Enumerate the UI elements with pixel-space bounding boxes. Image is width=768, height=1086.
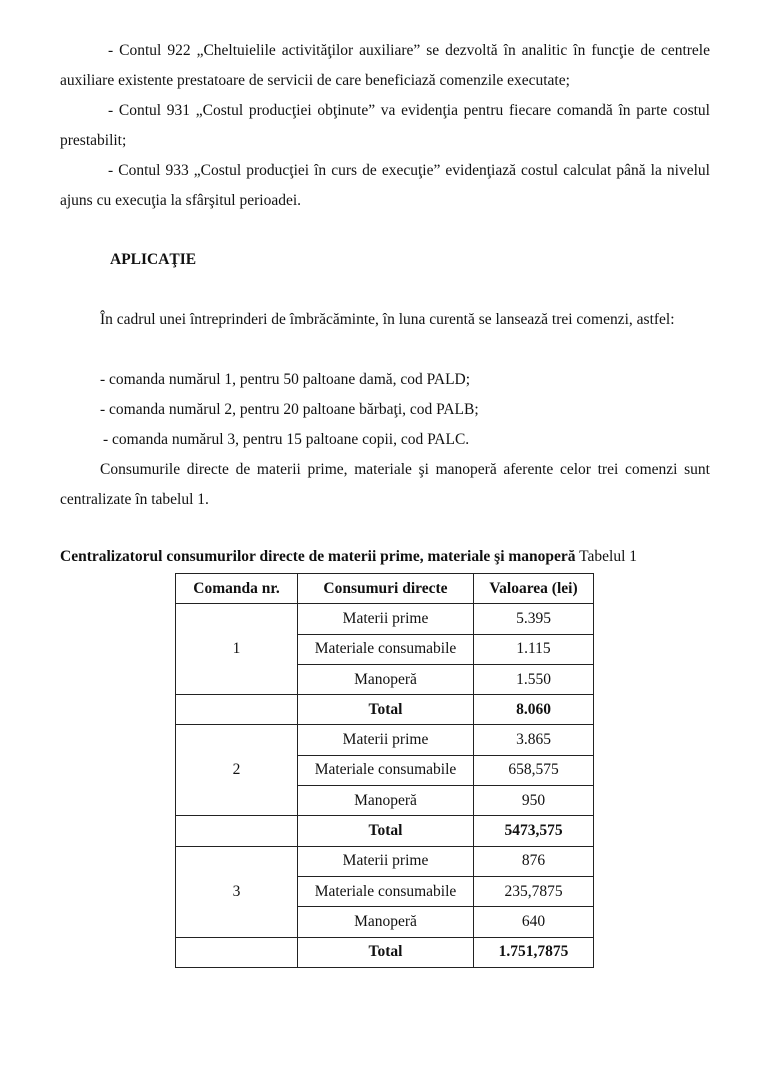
- header-direct-costs: Consumuri directe: [298, 574, 474, 604]
- table-row: [176, 846, 594, 876]
- total-row: [176, 695, 594, 725]
- section-heading: APLICAŢIE: [110, 251, 197, 268]
- paragraph-account-933: - Contul 933 „Costul producţiei în curs de execuţie” evidenţiază costul calculat până la nivelul ajuns cu execuţia la sfârşitul perioadei.: [60, 162, 710, 209]
- cost-item-cell: Materii prime: [298, 846, 474, 876]
- paragraph-account-922: - Contul 922 „Cheltuielile activităţilor auxiliare” se dezvoltă în analitic în funcţie de centrele auxiliare existente prestatoare de servicii de care beneficiază comenzile executate;: [60, 42, 710, 89]
- empty-cell: [176, 937, 298, 967]
- paragraph-account-931: - Contul 931 „Costul producţiei obţinute” va evidenţia pentru fiecare comandă în parte costul prestabilit;: [60, 102, 710, 149]
- list-item-order-3: - comanda numărul 3, pentru 15 paltoane copii, cod PALC.: [103, 431, 470, 448]
- order-number-cell: 3: [176, 846, 298, 937]
- cost-value-cell: 1.115: [474, 634, 594, 664]
- cost-value-cell: 235,7875: [474, 876, 594, 906]
- cost-value-cell: 876: [474, 846, 594, 876]
- header-value: Valoarea (lei): [474, 574, 594, 604]
- total-value-cell: 1.751,7875: [474, 937, 594, 967]
- cost-item-cell: Manoperă: [298, 664, 474, 694]
- total-value-cell: 5473,575: [474, 816, 594, 846]
- total-row: [176, 816, 594, 846]
- cost-item-cell: Manoperă: [298, 786, 474, 816]
- total-value-cell: 8.060: [474, 695, 594, 725]
- table-row: [176, 725, 594, 755]
- table-caption: [60, 545, 720, 569]
- paragraph-intro: În cadrul unei întreprinderi de îmbrăcăminte, în luna curentă se lansează trei comenzi, astfel:: [100, 311, 675, 328]
- total-label-cell: Total: [298, 816, 474, 846]
- total-label-cell: Total: [298, 937, 474, 967]
- empty-cell: [176, 816, 298, 846]
- cost-item-cell: Materiale consumabile: [298, 755, 474, 785]
- cost-value-cell: 950: [474, 786, 594, 816]
- cost-item-cell: Materiale consumabile: [298, 634, 474, 664]
- order-number-cell: 2: [176, 725, 298, 816]
- cost-value-cell: 658,575: [474, 755, 594, 785]
- cost-item-cell: Materii prime: [298, 604, 474, 634]
- list-item-order-1: - comanda numărul 1, pentru 50 paltoane damă, cod PALD;: [100, 371, 471, 388]
- total-row: [176, 937, 594, 967]
- consumption-table: [175, 573, 594, 968]
- order-number-cell: 1: [176, 604, 298, 695]
- empty-cell: [176, 695, 298, 725]
- table-caption-title: Centralizatorul consumurilor directe de materii prime, materiale şi manoperă: [60, 548, 576, 565]
- cost-item-cell: Materii prime: [298, 725, 474, 755]
- table-row: [176, 604, 594, 634]
- table-header-row: [176, 574, 594, 604]
- cost-item-cell: Manoperă: [298, 907, 474, 937]
- cost-value-cell: 3.865: [474, 725, 594, 755]
- cost-item-cell: Materiale consumabile: [298, 876, 474, 906]
- paragraph-consumption: Consumurile directe de materii prime, materiale şi manoperă aferente celor trei comenzi sunt centralizate în tabelul 1.: [60, 461, 710, 508]
- cost-value-cell: 1.550: [474, 664, 594, 694]
- cost-value-cell: 5.395: [474, 604, 594, 634]
- header-order-number: Comanda nr.: [176, 574, 298, 604]
- table-caption-label: Tabelul 1: [579, 548, 638, 565]
- cost-value-cell: 640: [474, 907, 594, 937]
- total-label-cell: Total: [298, 695, 474, 725]
- list-item-order-2: - comanda numărul 2, pentru 20 paltoane bărbaţi, cod PALB;: [100, 401, 479, 418]
